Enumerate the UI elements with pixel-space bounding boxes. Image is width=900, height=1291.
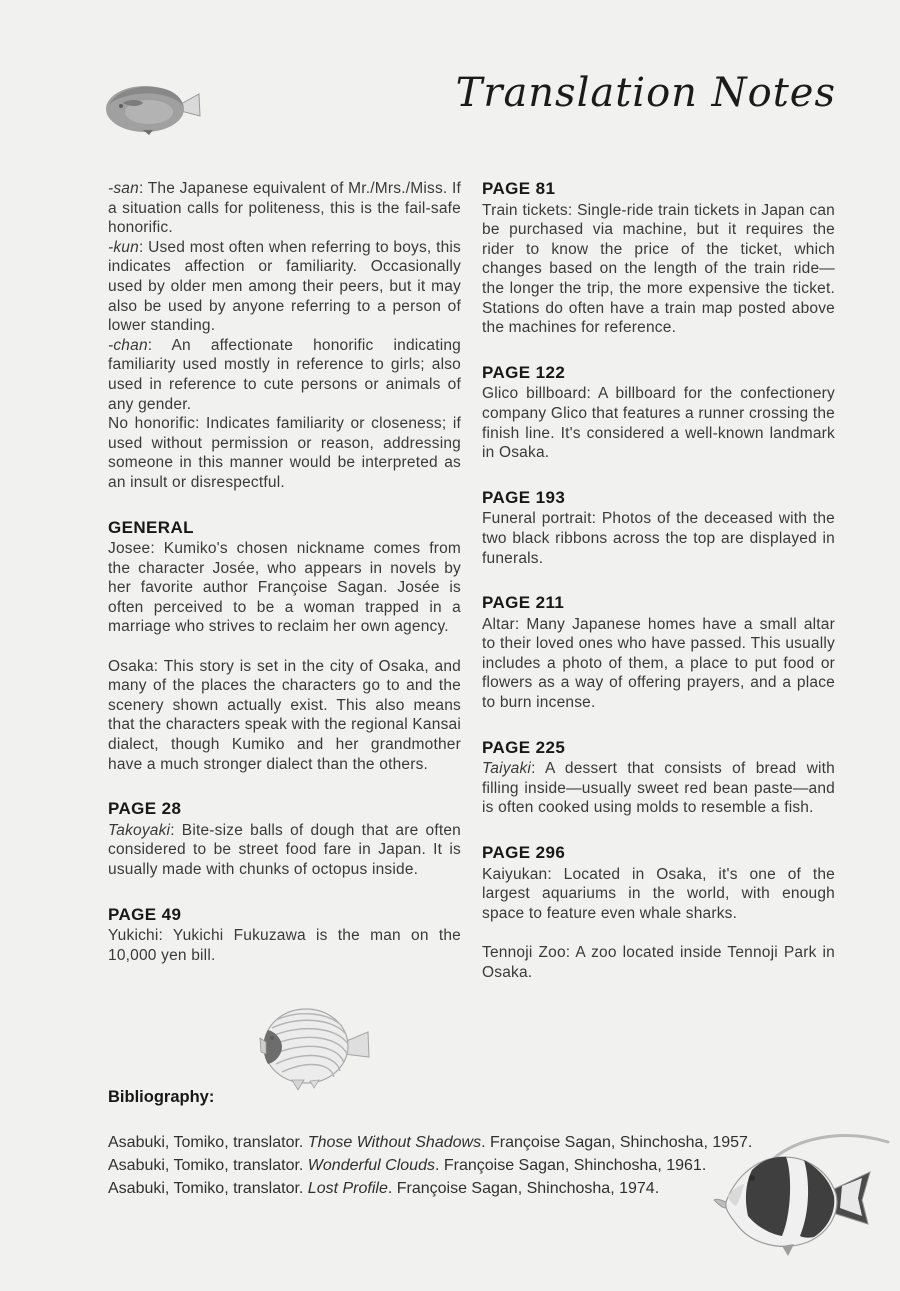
text-run: Train tickets: Single-ride train tickets in Japan can be purchased via machine, but it requires the rider to know the price of the ticket, which changes based on the length of the train ride—the longer the trip, the more expensive the ticket. Stations do often have a train map posted above the machines for reference. [482, 201, 835, 337]
paragraph [482, 615, 835, 713]
paragraph [108, 926, 461, 965]
bibliography-entry [108, 1131, 808, 1154]
paragraph [108, 179, 461, 238]
paragraph [108, 336, 461, 414]
text-run: Funeral portrait: Photos of the deceased with the two black ribbons across the top are displayed in funerals. [482, 510, 835, 567]
bibliography-entry [108, 1154, 808, 1177]
paragraph [108, 238, 461, 336]
italic-text: -chan [108, 336, 148, 354]
page-title: Translation Notes [455, 70, 836, 116]
paragraph [108, 821, 461, 880]
section-heading: PAGE 225 [482, 737, 566, 757]
section-heading: PAGE 49 [108, 904, 182, 924]
italic-text: Those Without Shadows [307, 1134, 482, 1151]
text-run: Kaiyukan: Located in Osaka, it's one of the largest aquariums in the world, with enough space to feature even whale sharks. [482, 865, 835, 922]
paragraph [482, 943, 835, 982]
paragraph [108, 414, 461, 492]
text-run: Asabuki, Tomiko, translator. [108, 1134, 308, 1151]
bibliography-entries [108, 1131, 808, 1200]
tang-fish-icon [103, 79, 203, 137]
bibliography-heading: Bibliography: [108, 1088, 215, 1106]
paragraph [108, 539, 461, 637]
text-run: . Françoise Sagan, Shinchosha, 1974. [387, 1180, 660, 1197]
moorish-idol-icon [712, 1128, 894, 1260]
italic-text: Wonderful Clouds [307, 1157, 435, 1174]
bibliography-entry [108, 1177, 808, 1200]
text-run: Yukichi: Yukichi Fukuzawa is the man on the 10,000 yen bill. [108, 927, 461, 964]
right-column [482, 179, 835, 982]
text-run: : A dessert that consists of bread with filling inside—usually sweet red bean paste—and is often cooked using molds to resemble a fish. [482, 760, 835, 817]
text-run: : An affectionate honorific indicating familiarity used mostly in reference to girls; also used in reference to cute persons or animals of any gender. [108, 336, 461, 413]
text-run: : The Japanese equivalent of Mr./Mrs./Miss. If a situation calls for politeness, this is the fail-safe honorific. [108, 180, 461, 237]
italic-text: Lost Profile [307, 1180, 388, 1197]
section-heading: PAGE 211 [482, 593, 565, 613]
section-heading: PAGE 122 [482, 362, 566, 382]
section-heading: PAGE 81 [482, 179, 556, 198]
italic-text: Takoyaki [108, 821, 171, 839]
text-run: Asabuki, Tomiko, translator. [108, 1180, 308, 1197]
section-heading: PAGE 296 [482, 843, 566, 863]
paragraph [482, 759, 835, 818]
italic-text: -kun [108, 238, 139, 256]
section-heading: GENERAL [108, 517, 194, 537]
left-column [108, 179, 461, 965]
text-run: Glico billboard: A billboard for the confectionery company Glico that features a runner crossing the finish line. It's considered a well-known landmark in Osaka. [482, 385, 835, 462]
paragraph-gap [108, 637, 461, 657]
text-run: : Bite-size balls of dough that are often considered to be street food fare in Japan. It is usually made with chunks of octopus inside. [108, 821, 461, 878]
text-run: . Françoise Sagan, Shinchosha, 1957. [481, 1134, 753, 1151]
paragraph [108, 657, 461, 775]
bibliography [108, 1086, 808, 1200]
paragraph [482, 509, 835, 568]
text-run: . Françoise Sagan, Shinchosha, 1961. [434, 1157, 707, 1174]
paragraph-gap [482, 923, 835, 943]
italic-text: Taiyaki [482, 760, 532, 778]
text-run: No honorific: Indicates familiarity or closeness; if used without permission or reason, addressing someone in this manner would be interpreted as an insult or disrespectful. [108, 415, 461, 491]
paragraph [482, 384, 835, 462]
text-run: : Used most often when referring to boys, this indicates affection or familiarity. Occasionally used by older men among their peers, but it may also be used by anyone referring to a person of lower standing. [108, 238, 461, 335]
text-run: Josee: Kumiko's chosen nickname comes from the character Josée, who appears in novels by her favorite author Françoise Sagan. Josée is often perceived to be a woman trapped in a marriage who strives to reclaim her own agency. [108, 540, 461, 636]
section-heading: PAGE 193 [482, 487, 566, 507]
text-run: Altar: Many Japanese homes have a small altar to their loved ones who have passed. This usually includes a photo of them, a place to put food or flowers as a way of offering prayers, and a place to burn incense. [482, 615, 835, 712]
text-run: Asabuki, Tomiko, translator. [108, 1157, 308, 1174]
section-heading: PAGE 28 [108, 799, 182, 819]
butterflyfish-icon [258, 1002, 373, 1090]
paragraph [482, 201, 835, 338]
paragraph [482, 865, 835, 924]
text-run: Tennoji Zoo: A zoo located inside Tennoji Park in Osaka. [482, 944, 835, 981]
italic-text: -san [108, 180, 139, 197]
text-run: Osaka: This story is set in the city of Osaka, and many of the places the characters go to and the scenery shown actually exist. This also means that the characters speak with the regional Kansai dialect, though Kumiko and her grandmother have a much stronger dialect than the others. [108, 657, 461, 773]
